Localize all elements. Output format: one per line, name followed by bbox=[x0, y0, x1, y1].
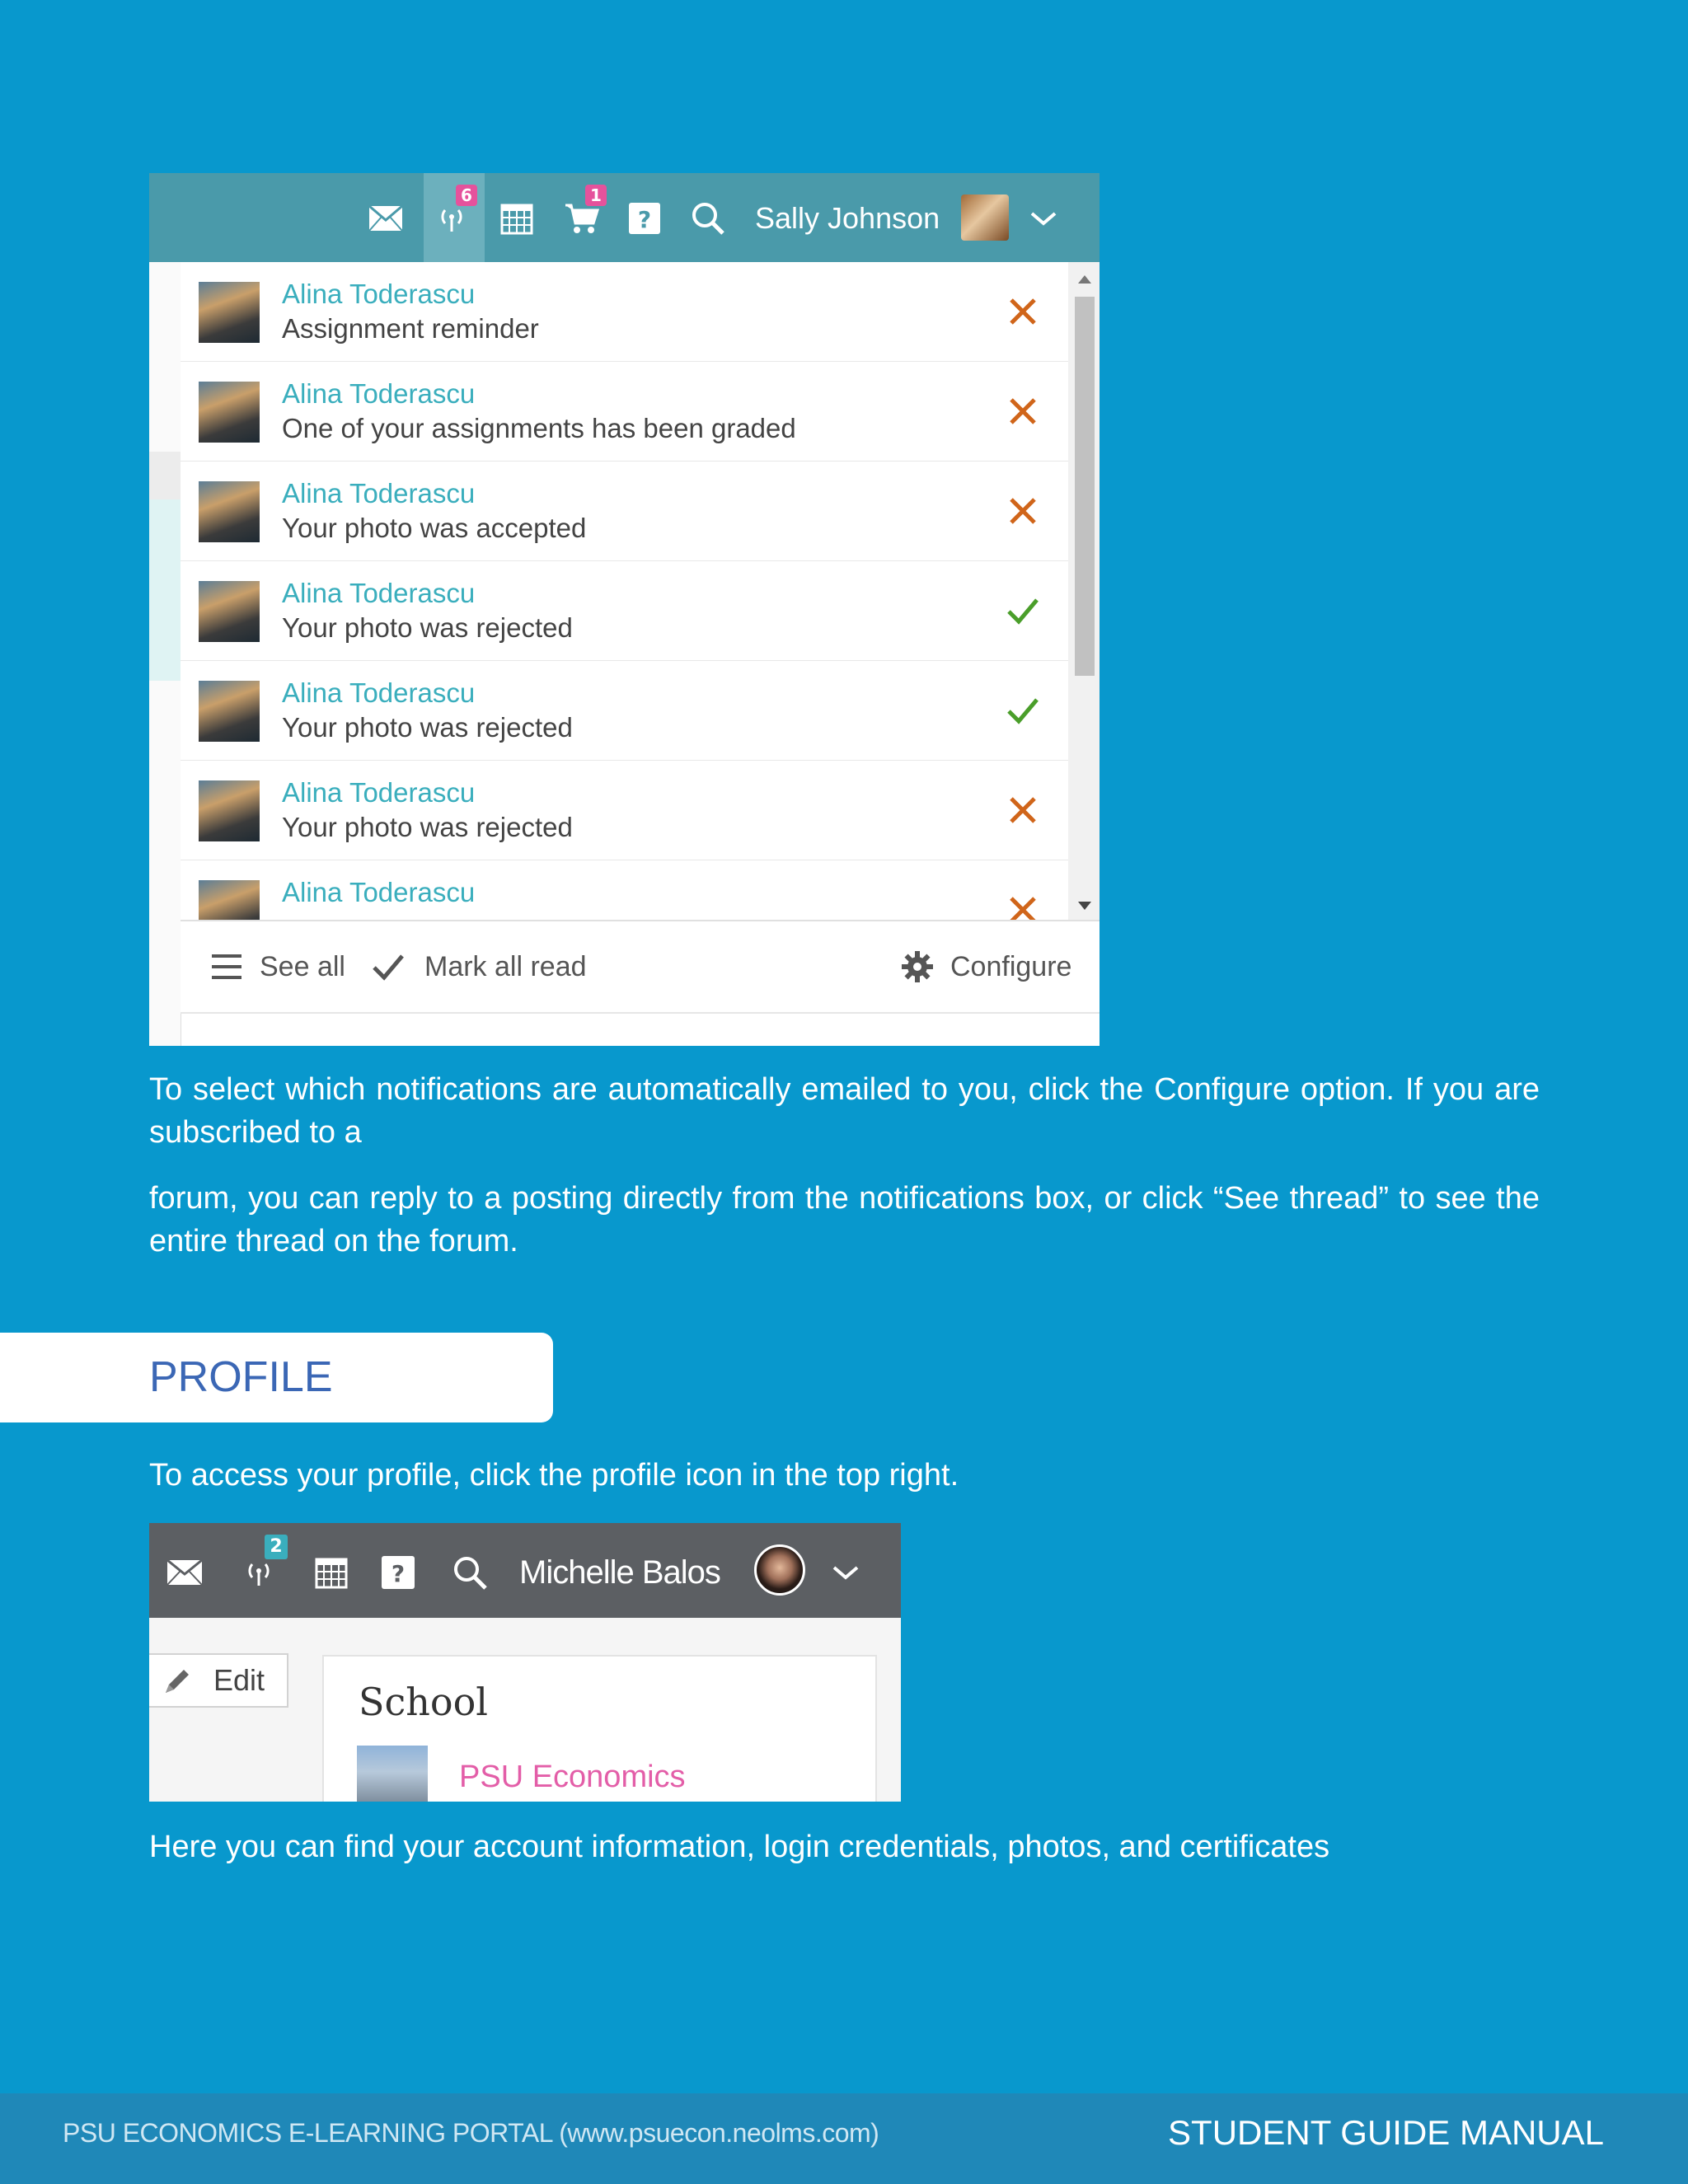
avatar bbox=[199, 780, 260, 841]
notification-message: One of your assignments has been graded bbox=[282, 413, 796, 443]
list-item[interactable] bbox=[181, 860, 1068, 928]
list-item[interactable] bbox=[181, 462, 1068, 562]
instruction-paragraph: forum, you can reply to a posting directly from the notifications box, or click “See thread” to see the entire thread on the forum. bbox=[149, 1181, 1540, 1258]
avatar bbox=[199, 681, 260, 742]
page-footer bbox=[0, 2093, 1688, 2184]
notifications-badge: 6 bbox=[456, 185, 477, 206]
search-icon[interactable] bbox=[687, 198, 729, 239]
check-icon[interactable] bbox=[1005, 692, 1041, 729]
notifications-screenshot bbox=[149, 173, 1100, 1046]
chevron-down-icon[interactable] bbox=[1027, 198, 1060, 239]
scroll-thumb[interactable] bbox=[1075, 297, 1095, 676]
sender-name[interactable]: Alina Toderascu bbox=[282, 378, 476, 409]
topbar bbox=[149, 1523, 901, 1618]
close-icon[interactable] bbox=[1005, 393, 1041, 429]
see-all-link[interactable]: See all bbox=[260, 951, 345, 982]
school-card bbox=[322, 1655, 877, 1802]
footer-portal-name: PSU ECONOMICS E-LEARNING PORTAL (www.psuecon.neolms.com) bbox=[63, 2118, 879, 2148]
pencil-icon bbox=[161, 1665, 194, 1701]
check-icon bbox=[372, 950, 405, 983]
sender-name[interactable]: Alina Toderascu bbox=[282, 478, 476, 509]
gear-icon bbox=[901, 950, 934, 983]
help-icon[interactable] bbox=[624, 198, 665, 239]
list-item[interactable] bbox=[181, 761, 1068, 861]
list-item[interactable] bbox=[181, 262, 1068, 363]
scrollbar[interactable] bbox=[1068, 262, 1100, 928]
close-icon[interactable] bbox=[1005, 293, 1041, 330]
user-name[interactable]: Sally Johnson bbox=[755, 201, 940, 235]
section-heading: PROFILE bbox=[149, 1353, 333, 1401]
envelope-icon[interactable] bbox=[164, 1552, 205, 1593]
close-icon[interactable] bbox=[1005, 493, 1041, 529]
help-icon[interactable] bbox=[377, 1552, 419, 1593]
envelope-icon[interactable] bbox=[365, 198, 406, 239]
notification-message: Your photo was rejected bbox=[282, 812, 573, 842]
school-thumbnail bbox=[357, 1746, 428, 1802]
notification-message: Assignment reminder bbox=[282, 313, 539, 344]
chevron-down-icon[interactable] bbox=[825, 1552, 866, 1593]
mark-all-read-link[interactable]: Mark all read bbox=[424, 951, 587, 982]
avatar[interactable] bbox=[961, 194, 1009, 241]
notifications-footer bbox=[181, 920, 1100, 1014]
sender-name[interactable]: Alina Toderascu bbox=[282, 279, 476, 309]
list-item[interactable] bbox=[181, 362, 1068, 462]
check-icon[interactable] bbox=[1005, 593, 1041, 629]
sender-name[interactable]: Alina Toderascu bbox=[282, 777, 476, 808]
notifications-badge: 2 bbox=[265, 1535, 288, 1559]
sender-name[interactable]: Alina Toderascu bbox=[282, 677, 476, 708]
scroll-down-arrow-icon[interactable] bbox=[1078, 902, 1091, 910]
list-item[interactable] bbox=[181, 561, 1068, 662]
user-name[interactable]: Michelle Balos bbox=[519, 1554, 720, 1591]
avatar bbox=[199, 481, 260, 542]
profile-screenshot bbox=[149, 1523, 901, 1802]
avatar bbox=[199, 382, 260, 443]
topbar bbox=[149, 173, 1100, 262]
footer-manual-title: STUDENT GUIDE MANUAL bbox=[1168, 2113, 1604, 2152]
calendar-icon[interactable] bbox=[311, 1552, 352, 1593]
cart-badge: 1 bbox=[585, 185, 607, 206]
svg-text:?: ? bbox=[391, 1560, 406, 1587]
list-item[interactable] bbox=[181, 661, 1068, 762]
notification-message: Your photo was accepted bbox=[282, 513, 587, 543]
calendar-icon[interactable] bbox=[496, 198, 537, 239]
notification-message: Your photo was rejected bbox=[282, 612, 573, 643]
svg-text:?: ? bbox=[637, 206, 652, 233]
sender-name[interactable]: Alina Toderascu bbox=[282, 877, 476, 907]
notifications-list bbox=[181, 262, 1068, 928]
background-page-strip bbox=[149, 262, 181, 1046]
instruction-paragraph: To access your profile, click the profile icon in the top right. bbox=[149, 1458, 959, 1493]
edit-label: Edit bbox=[213, 1663, 265, 1697]
school-link[interactable]: PSU Economics bbox=[459, 1760, 686, 1794]
card-title: School bbox=[359, 1680, 489, 1724]
list-icon bbox=[210, 950, 243, 983]
close-icon[interactable] bbox=[1005, 792, 1041, 828]
instruction-paragraph: To select which notifications are automatically emailed to you, click the Configure option. If you are subscribed to a bbox=[149, 1072, 1540, 1150]
edit-button[interactable] bbox=[149, 1653, 288, 1708]
notification-message: Your photo was rejected bbox=[282, 712, 573, 743]
sender-name[interactable]: Alina Toderascu bbox=[282, 578, 476, 608]
instruction-paragraph: Here you can find your account information, login credentials, photos, and certificates bbox=[149, 1830, 1330, 1864]
configure-link[interactable]: Configure bbox=[950, 951, 1072, 982]
search-icon[interactable] bbox=[449, 1552, 490, 1593]
avatar bbox=[199, 282, 260, 343]
scroll-up-arrow-icon[interactable] bbox=[1078, 275, 1091, 284]
avatar bbox=[199, 581, 260, 642]
avatar[interactable] bbox=[754, 1544, 805, 1596]
